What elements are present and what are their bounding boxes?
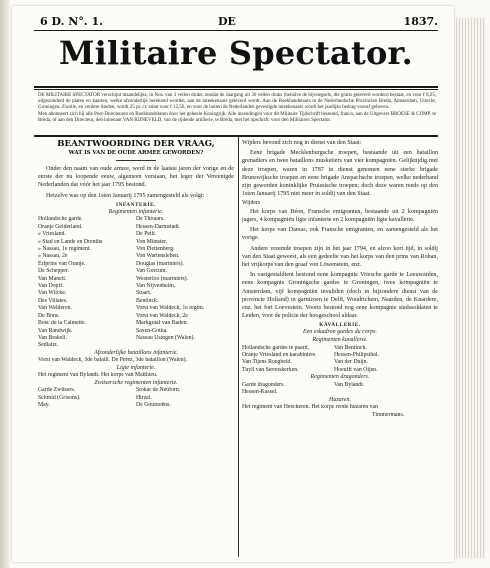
list-entry: De Schepper. — [38, 268, 69, 275]
list-entry: Oranje Vriesland en karabiniers — [242, 352, 316, 359]
regiment-list — [38, 216, 234, 349]
dragoon-list — [242, 382, 438, 397]
list-row — [38, 313, 234, 320]
list-entry: » Nassau, 1e regiment. — [38, 246, 91, 253]
sub-heading: Zwitsersche regimenten infanterie. — [94, 379, 178, 386]
paragraph: Wijders bevond zich nog in dienst van den Staat: — [242, 140, 362, 146]
sub-heading: Regimenten kavallerie. — [312, 337, 368, 344]
list-entry: Garde dragonders. — [242, 381, 285, 388]
sub-heading: Regimenten infanterie. — [108, 208, 164, 215]
list-entry: Van der Duijn. — [334, 359, 368, 366]
rule-masthead-bottom — [34, 86, 438, 88]
list-entry: Von Münster. — [136, 238, 168, 245]
list-row — [38, 290, 234, 297]
list-row — [38, 224, 234, 231]
header-top-line — [40, 15, 438, 29]
list-entry: Van Tijens Roegbeld. — [242, 359, 292, 366]
list-row — [38, 328, 234, 335]
title-prefix: DE — [218, 15, 236, 28]
notice-paragraph: Men abonneert zich bij alle Post-Directeuren en Boekhandelaren door het geheele Koningrijk. Alle inzendingen voor dit Militaire Tijdschrift bestemd, franco, aan de Uitgevers BROESE & COMP. te Breda, of aan den Directeur, den luitenant VAN RIJNEVELD, van de rijdende artillerie, te Breda, met het opschrift: voor den Militairen Spectator. — [38, 112, 436, 124]
list-row — [38, 216, 234, 223]
paragraph: Hetzelve was op den 1sten Januarij 1795 zamengesteld als volgt: — [46, 192, 205, 199]
list-row — [242, 367, 438, 374]
list-row — [38, 246, 234, 253]
list-entry: De Bons. — [38, 312, 60, 319]
list-row — [38, 268, 234, 275]
list-row — [38, 335, 234, 342]
list-line: Het regiment van Heeckeren. Het korps reode huzaren van — [242, 404, 379, 411]
rule-top — [34, 30, 438, 31]
list-entry: Van Maneil. — [38, 275, 67, 282]
list-line: Timmermans. — [372, 411, 405, 418]
list-entry: Hessen-Philipsthal. — [334, 352, 379, 359]
section-heading: KAVALLERIE. — [319, 322, 361, 329]
list-row — [242, 352, 438, 359]
list-entry: Hoeufft van Oijen. — [334, 366, 378, 373]
sub-heading: Afzonderlijke bataillons infanterie. — [94, 349, 178, 356]
list-entry: De Thouars. — [136, 216, 165, 223]
list-entry: Von Plettenberg. — [136, 246, 175, 253]
list-entry: » Nassau, 2e — [38, 253, 68, 260]
newspaper-page — [12, 6, 454, 562]
right-column — [242, 139, 438, 559]
list-row — [38, 239, 234, 246]
list-entry: Van Bentinck. — [334, 344, 367, 351]
list-entry: Sedlaitz. — [38, 342, 59, 349]
list-entry: Oranje Gelderland. — [38, 223, 83, 230]
list-entry: Garde Zwitsers. — [38, 387, 76, 394]
list-entry: Saxen-Gotha. — [136, 327, 168, 334]
list-entry: Hirzel. — [136, 394, 152, 401]
list-entry: » Stad en Lande en Drenthe — [38, 238, 103, 245]
list-line: Het regiment van Bylandt. Het korps van Matthieu. — [38, 372, 158, 379]
list-entry: Hollandsche garde. — [38, 216, 83, 223]
section-heading: INFANTERIE. — [115, 201, 157, 208]
list-entry: Vorst van Waldeck, 2e — [136, 312, 188, 319]
list-line: Wijders — [242, 200, 261, 207]
left-column — [38, 139, 234, 559]
list-entry: Stuart. — [136, 290, 152, 297]
spine-shadow — [0, 0, 10, 568]
sub-heading: Huzaren. — [329, 396, 351, 403]
sub-heading: Ligte infanterie. — [116, 364, 156, 371]
column-divider — [238, 137, 239, 557]
masthead-title: Militaire Spectator. — [59, 34, 413, 72]
list-entry: Hessen-Kassel. — [242, 389, 278, 396]
list-row — [38, 253, 234, 260]
list-row — [38, 342, 234, 349]
list-row — [38, 276, 234, 283]
list-row — [242, 389, 438, 396]
list-entry: Van Bylandt. — [334, 381, 365, 388]
paragraph: Eene brigade Mecklenburgsche troepen, bestaande uit een bataillon grenadiers en twee bataillons musketiers van vier kompagniën. Gelijktijdig met deze troepen, waren in 1787 in dienst genomen eene sterke brigade Brunswijksche troepen en eene brigade Anspachsche troepen, welke nederhand zijn geworden koninklijke Pruissische troepen; doch deze waren reeds op den 1sten Januarij 1795 niet meer in soldij van den Staat. — [242, 150, 438, 198]
list-row — [242, 382, 438, 389]
list-row — [38, 231, 234, 238]
paragraph: Andere vreemde troepen zijn in het jaar 1794, en alzoo kort tijd, in soldij van den Staat geweest, als een gedeelte van het korps van den prins van Rohan, het vrijkorps van den graaf von Löwenstein, enz. — [242, 245, 438, 269]
list-entry: Von Wartensleben. — [136, 253, 180, 260]
list-entry: Vorst van Waldeck, 1e regim. — [136, 305, 205, 312]
list-entry: Bentinck. — [136, 297, 159, 304]
paragraph: In vastgestaldient bestond eene kompagnie Vriesche garde te Leeuwarden, eene kompagnie Groningsche gardes te Groningen, twee kompagniën te Amsterdam, vijf kompagniën invaliden (doch in bijzondere dienst van de provincie Holland) in garnizoen te Delft, Woudrichem, Naarden, de Knardere, enz. het fort Loevestein. Voorts bestond nog eene kompagnie stadssoldaten te Leiden, voor de policie der hoogeschool aldaar. — [242, 272, 438, 320]
list-row — [38, 261, 234, 268]
list-row — [38, 283, 234, 290]
list-entry: Markgraaf van Baden. — [136, 320, 188, 327]
swiss-regiment-list — [38, 387, 234, 409]
list-row — [38, 395, 234, 402]
list-entry: Van Dopff. — [38, 283, 64, 290]
list-row — [242, 345, 438, 352]
list-entry: Des Villates. — [38, 297, 68, 304]
list-entry — [136, 342, 234, 349]
list-entry: Westerloo (mariniers). — [136, 275, 189, 282]
issue-year: 1837. — [403, 15, 438, 28]
article-title: BEANTWOORDING DER VRAAG, — [57, 139, 215, 149]
list-row — [38, 387, 234, 394]
notice-paragraph: DE MILITAIRE SPECTATOR verschijnt maandelijks, in Nos. van 3 vellen druks; zoodat de Jaargang uit 36 vellen druks (behalve de bijvoegsels, die gratis geleverd worden) bestaat, en voor f 6,25, uitgezonderd de platen en kaarten, welke afzonderlijk berekend worden, aan de inteekenaars geleverd wordt. Aan de Boekhandelaars in de Nederlandsche Provincien Breda, Amsterdam, Utrecht, Groningen, Zwolle, en verdere Steden, wordt 25 pr. ct. rabat voor f 12,50, en voor de buiten de Nederlanden gevestigde inteekenaars wordt het jaarlijks bedrag vooraf geheven. — [38, 93, 436, 111]
paragraph: Onder den naam van oude armee, werd in de laatste jaren der vorige en de eerste der nu loopende eeuw, algemeen verstaan, het leger der Vereenigde Nederlanden dat vóór het jaar 1795 bestond. — [38, 166, 234, 189]
subscription-notice — [38, 93, 436, 125]
list-entry: Van Wilcke. — [38, 290, 67, 297]
list-entry: Bosc de la Calmette. — [38, 320, 86, 327]
list-entry: Nassau Usingen (Walen). — [136, 334, 195, 341]
list-entry: Van Brakell. — [38, 334, 67, 341]
list-entry: » Vriesland. — [38, 231, 66, 238]
list-entry: De Goumoëns. — [136, 402, 171, 409]
list-entry: Van Welderen. — [38, 305, 72, 312]
list-entry — [334, 389, 438, 396]
list-row — [242, 359, 438, 366]
list-entry: Van Nijvenheim. — [136, 283, 176, 290]
list-entry: Van Randwijk. — [38, 327, 73, 334]
list-entry: Hessen-Darmstadt. — [136, 223, 181, 230]
list-entry: Hollandsche gardes te paard, — [242, 344, 309, 351]
list-entry: Erfprins van Oranje. — [38, 260, 86, 267]
paragraph: Het korps van Béon, Fransche emigranten, bestaande uit 2 kompagniën jagers, 4 kompagniën ligte infanterie en 2 kompagniën ligte kavallerie. — [242, 208, 438, 224]
list-entry: De Petit. — [136, 231, 157, 238]
list-line: Vorst van Waldeck, 3de bataill. De Perez, 3de bataillon (Walen). — [38, 357, 188, 364]
issue-number: 6 D. N°. 1. — [40, 15, 103, 28]
list-row — [38, 298, 234, 305]
cavalry-list — [242, 345, 438, 375]
rule-notice-bottom — [34, 135, 438, 137]
list-row — [38, 402, 234, 409]
page-edges — [453, 18, 486, 558]
paragraph: Het korps van Damas, ook Fransche emigranten, en zamengesteld als het vorige. — [242, 227, 438, 242]
sub-heading: Een eskadron gardes du corps. — [302, 329, 378, 336]
sub-heading: Regimenten dragonders. — [310, 374, 370, 381]
rule-masthead-bottom-thin — [34, 89, 438, 90]
list-entry: Douglas (mariniers). — [136, 260, 184, 267]
title-rule — [116, 160, 156, 161]
list-row — [38, 305, 234, 312]
list-entry: Schmid (Grisons). — [38, 394, 81, 401]
list-row — [38, 320, 234, 327]
list-entry: Tuyll van Serooskerken. — [242, 366, 299, 373]
list-entry: Stokar de Neuforn. — [136, 387, 181, 394]
list-entry: May. — [38, 402, 50, 409]
article-subtitle: WAT IS VAN DE OUDE ARMEE GEWORDEN? — [68, 150, 204, 156]
list-entry: Van Gorcum. — [136, 268, 167, 275]
